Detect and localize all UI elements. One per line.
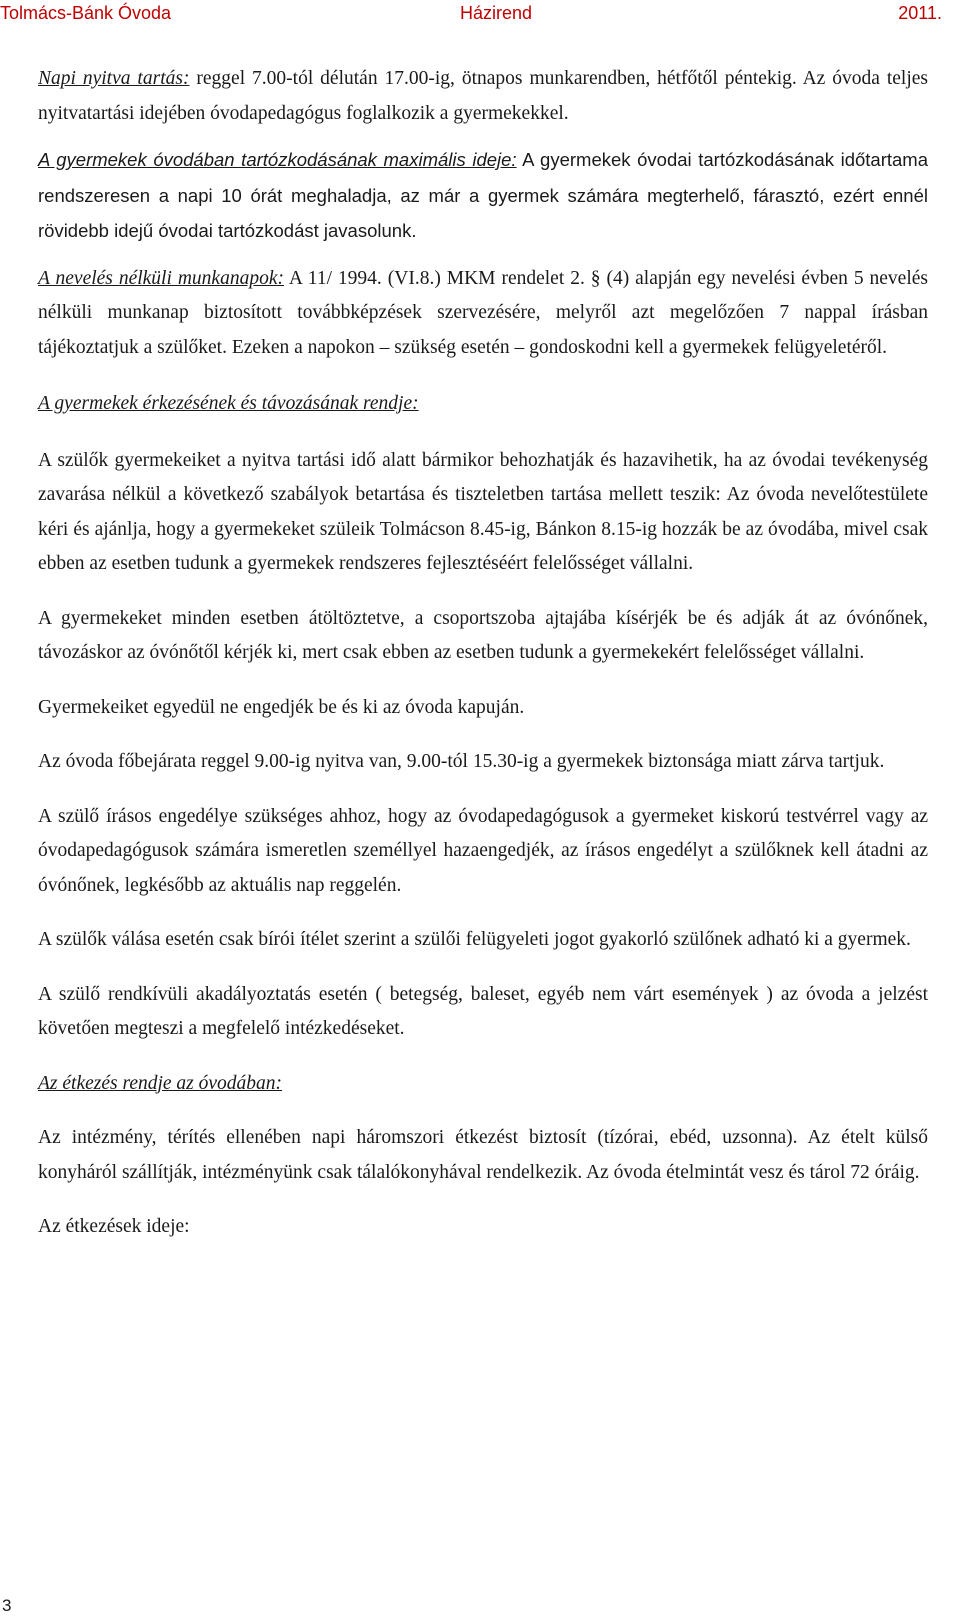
paragraph-meals-2: Az étkezések ideje: — [38, 1216, 190, 1237]
paragraph-arrival-1: A szülők gyermekeiket a nyitva tartási idő alatt bármikor behozhatják és hazavihetik, ha az óvodai tevékenység zavarása nélkül a következő szabályok betartása és tiszteletben tartása mellett teszik: Az óvoda nevelőtestülete kéri és ajánlja, hogy a gyermekeket szüleik Tolmácson 8.45-ig, Bánkon 8.15-ig hozzák be az óvodába, mivel csak ebben az esetben tudunk a gyermekek rendszeres fejlesztéséért felelősséget vállalni. — [38, 449, 928, 574]
heading-non-teaching-days: A nevelés nélküli munkanapok: — [38, 267, 284, 289]
heading-opening-hours: Napi nyitva tartás: — [38, 68, 190, 89]
document-body — [38, 62, 928, 1245]
paragraph-arrival-6: A szülők válása esetén csak bírói ítélet szerint a szülői felügyeleti jogot gyakorló szülőnek adható ki a gyermek. — [38, 929, 911, 950]
page-number: 3 — [2, 1596, 12, 1615]
text-opening-hours: reggel 7.00-tól délután 17.00-ig, ötnapos munkarendben, hétfőtől péntekig. Az óvoda teljes nyitvatartási idejében óvodapedagógus foglalkozik a gyermekekkel. — [38, 68, 928, 124]
heading-max-stay: A gyermekek óvodában tartózkodásának maximális ideje: — [38, 149, 517, 170]
heading-meals-text: Az étkezés rendje az óvodában: — [38, 1072, 283, 1094]
paragraph-arrival-4: Az óvoda főbejárata reggel 9.00-ig nyitva van, 9.00-tól 15.30-ig a gyermekek biztonsága miatt zárva tartjuk. — [38, 751, 885, 772]
header-institution: Tolmács-Bánk Óvoda — [0, 3, 172, 23]
paragraph-max-stay — [38, 143, 928, 250]
heading-arrival-departure-text: A gyermekek érkezésének és távozásának rendje: — [38, 393, 419, 414]
paragraph-arrival-5: A szülő írásos engedélye szükséges ahhoz, hogy az óvodapedagógusok a gyermeket kiskorú testvérrel vagy az óvodapedagógusok számára ismeretlen személlyel hazaengedjék, az írásos engedélyt a szülőknek kell átadni az óvónőnek, legkésőbb az aktuális nap reggelén. — [38, 805, 928, 896]
page-header — [0, 0, 960, 28]
text-max-stay: A gyermekek óvodai tartózkodásának időtartama rendszeresen a napi 10 órát meghaladja, az már a gyermek számára megterhelő, fárasztó, ezért ennél rövidebb idejű óvodai tartózkodást javasolunk. — [38, 149, 928, 241]
paragraph-meals-1: Az intézmény, térítés ellenében napi háromszori étkezést biztosít (tízórai, ebéd, uzsonna). Az ételt külső konyháról szállítják, intézményünk csak tálalókonyhával rendelkezik. Az óvoda ételmintát vesz és tárol 72 óráig. — [38, 1127, 928, 1183]
paragraph-arrival-2: A gyermekeket minden esetben átöltöztetve, a csoportszoba ajtajába kísérjék be és adják át az óvónőnek, távozáskor az óvónőtől kérjék ki, mert csak ebben az esetben tudunk a gyermekekért felelősséget vállalni. — [38, 607, 928, 663]
heading-arrival-departure — [38, 387, 928, 422]
header-year: 2011. — [898, 3, 942, 23]
paragraph-non-teaching-days — [38, 262, 928, 366]
header-document-title: Házirend — [460, 3, 533, 23]
paragraph-arrival-3: Gyermekeiket egyedül ne engedjék be és ki az óvoda kapuján. — [38, 696, 525, 718]
paragraph-opening-hours — [38, 62, 928, 131]
heading-meals — [38, 1067, 928, 1102]
paragraph-arrival-7: A szülő rendkívüli akadályoztatás esetén ( betegség, baleset, egyéb nem várt események ) az óvoda a jelzést követően megteszi a megfelelő intézkedéseket. — [38, 983, 928, 1039]
text-non-teaching-days: A 11/ 1994. (VI.8.) MKM rendelet 2. § (4) alapján egy nevelési évben 5 nevelés nélküli munkanap biztosított továbbképzések szervezésére, melyről azt megelőzően 7 nappal írásban tájékoztatjuk a szülőket. Ezeken a napokon – szükség esetén – gondoskodni kell a gyermekek felügyeletéről. — [38, 267, 928, 358]
